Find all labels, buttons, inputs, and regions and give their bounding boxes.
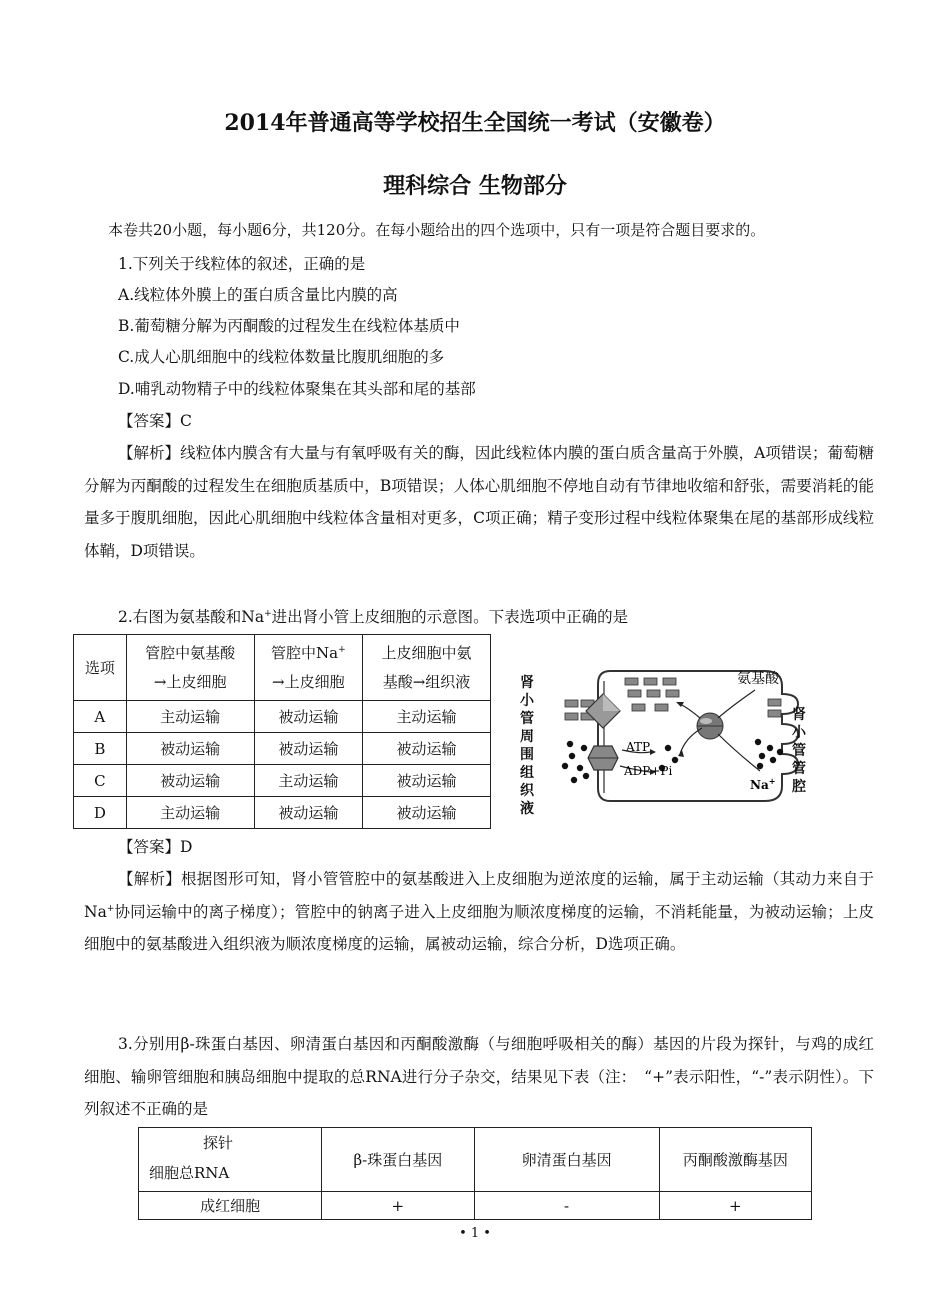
table-row [74, 797, 491, 829]
table-cell: 主动运输 [126, 797, 254, 829]
amino-acid-label: 氨基酸 [737, 671, 779, 687]
table-cell: 被动运输 [362, 765, 490, 797]
q1-option-d: D.哺乳动物精子中的线粒体聚集在其头部和尾的基部 [118, 380, 476, 398]
table-cell: 被动运输 [254, 701, 362, 733]
table-header-cell: 丙酮酸激酶基因 [659, 1128, 811, 1192]
page-subtitle: 理科综合 生物部分 [383, 173, 567, 199]
na-label: Na+ [750, 776, 776, 792]
table-header-cell: 上皮细胞中氨 基酸→组织液 [362, 635, 490, 701]
table-row [139, 1192, 812, 1220]
q1-option-b: B.葡萄糖分解为丙酮酸的过程发生在线粒体基质中 [118, 317, 460, 335]
table-cell: 被动运输 [126, 765, 254, 797]
table-header-row [139, 1128, 812, 1192]
table-cell: 被动运输 [254, 797, 362, 829]
table-cell: 被动运输 [126, 733, 254, 765]
table-header-cell: 管腔中Na+ →上皮细胞 [254, 635, 362, 701]
table-cell: 被动运输 [362, 797, 490, 829]
q1-answer: 【答案】C [118, 412, 192, 430]
exam-intro: 本卷共20小题，每小题6分，共120分。在每小题给出的四个选项中，只有一项是符合题目要求的。 [108, 221, 766, 239]
table-header-cell: 卵清蛋白基因 [474, 1128, 659, 1192]
table-cell: C [74, 765, 127, 797]
table-cell: 主动运输 [126, 701, 254, 733]
table-cell: - [474, 1192, 659, 1220]
table-cell: D [74, 797, 127, 829]
q2-analysis: 【解析】根据图形可知，肾小管管腔中的氨基酸进入上皮细胞为逆浓度的运输，属于主动运输（其动力来自于Na+协同运输中的离子梯度）；管腔中的钠离子进入上皮细胞为顺浓度梯度的运输，不消耗能量，为被动运输；上皮细胞中的氨基酸进入组织液为顺浓度梯度的运输，属被动运输，综合分析，D选项正确。 [84, 870, 874, 953]
page-number: • 1 • [459, 1226, 491, 1241]
table-row [74, 733, 491, 765]
table-cell: 主动运输 [362, 701, 490, 733]
table-header-cell: β-珠蛋白基因 [322, 1128, 474, 1192]
tissue-fluid-label: 肾小管周围组织液 [520, 675, 534, 817]
kidney-tubule-diagram [510, 656, 830, 826]
page-title: 2014年普通高等学校招生全国统一考试（安徽卷） [224, 110, 726, 136]
table-cell: 成红细胞 [139, 1192, 322, 1220]
q2-answer: 【答案】D [118, 838, 193, 856]
q1-analysis: 【解析】线粒体内膜含有大量与有氧呼吸有关的酶，因此线粒体内膜的蛋白质含量高于外膜，A项错误；葡萄糖分解为丙酮酸的过程发生在细胞质基质中，B项错误；人体心肌细胞不停地自动有节律地收缩和舒张，需要消耗的能量多于腹肌细胞，因此心肌细胞中线粒体含量相对更多，C项正确；精子变形过程中线粒体聚集在尾的基部形成线粒体鞘，D项错误。 [84, 444, 874, 560]
table-header-cell: 选项 [74, 635, 127, 701]
table-cell: + [322, 1192, 474, 1220]
q1-stem: 1.下列关于线粒体的叙述，正确的是 [118, 255, 366, 273]
table-cell: A [74, 701, 127, 733]
table-row [74, 765, 491, 797]
table-header-cell: 管腔中氨基酸 →上皮细胞 [126, 635, 254, 701]
q1-option-a: A.线粒体外膜上的蛋白质含量比内膜的高 [118, 286, 398, 304]
atp-label: ATP [626, 740, 651, 754]
q1-option-c: C.成人心肌细胞中的线粒体数量比腹肌细胞的多 [118, 348, 445, 366]
q2-stem: 2.右图为氨基酸和Na+进出肾小管上皮细胞的示意图。下表选项中正确的是 [118, 608, 629, 626]
q2-options-table [73, 634, 491, 829]
adp-label: ADP+Pi [624, 764, 673, 778]
q3-hybridization-table [138, 1127, 812, 1220]
tubule-lumen-label: 肾小管管腔 [792, 707, 806, 795]
q3-stem: 3.分别用β-珠蛋白基因、卵清蛋白基因和丙酮酸激酶（与细胞呼吸相关的酶）基因的片段为探针，与鸡的成红细胞、输卵管细胞和胰岛细胞中提取的总RNA进行分子杂交，结果见下表（注： “+”表示阳性，“-”表示阴性）。下列叙述不正确的是 [84, 1035, 874, 1118]
table-cell: 被动运输 [254, 733, 362, 765]
table-row [74, 701, 491, 733]
table-header-row [74, 635, 491, 701]
table-corner-cell: 探针 细胞总RNA [139, 1128, 322, 1192]
table-cell: B [74, 733, 127, 765]
table-cell: 被动运输 [362, 733, 490, 765]
table-cell: 主动运输 [254, 765, 362, 797]
table-cell: + [659, 1192, 811, 1220]
